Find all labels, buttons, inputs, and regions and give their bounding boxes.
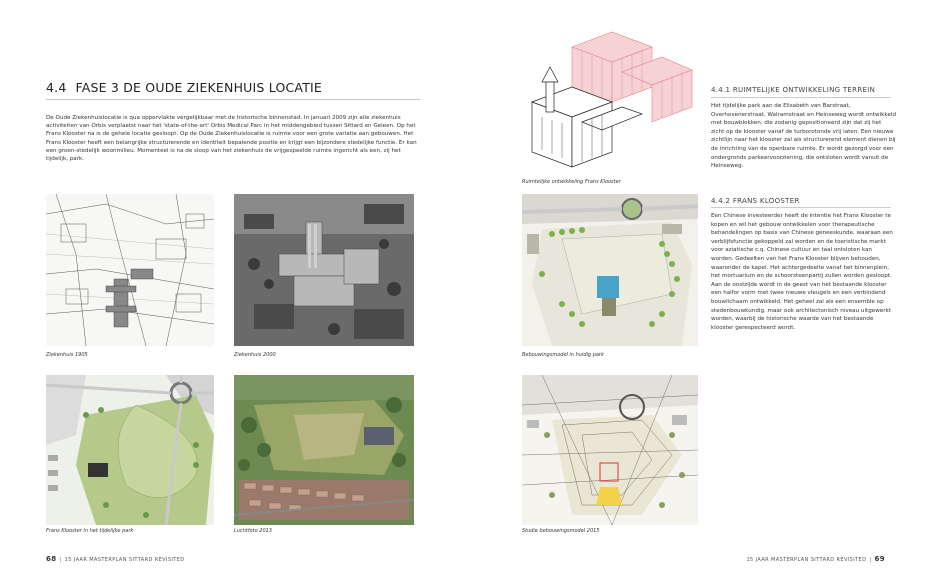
subsection-2-title: 4.4.2 FRANS KLOOSTER	[711, 197, 800, 205]
heading-rule	[46, 99, 420, 100]
section-number: 4.4	[46, 80, 67, 95]
footer-title-right: 15 JAAR MASTERPLAN SITTARD REVISITED	[746, 557, 867, 563]
caption-aerial-2013: Luchtfoto 2013	[234, 528, 272, 534]
footer-right	[746, 555, 885, 563]
caption-map-park: Frans Klooster in het tijdelijke park	[46, 528, 134, 534]
page-number-left: 68	[46, 555, 57, 563]
axonometric-drawing	[522, 22, 698, 174]
section-title: FASE 3 DE OUDE ZIEKENHUIS LOCATIE	[75, 80, 323, 95]
caption-plan-study-2015: Studie bebouwingsmodel 2015	[522, 528, 600, 534]
caption-aerial-2000: Ziekenhuis 2000	[234, 352, 276, 358]
aerial-photo-2013	[234, 375, 414, 525]
footer-separator: |	[869, 557, 872, 563]
section-heading	[46, 80, 322, 95]
map-park	[46, 375, 214, 525]
caption-map-1905: Ziekenhuis 1905	[46, 352, 88, 358]
map-1905	[46, 194, 214, 346]
right-page	[466, 0, 931, 586]
intro-paragraph: De Oude Ziekenhuislocatie is qua oppervlakte vergelijkbaar met de historische binnenstad. In januari 2009 zijn alle ziekenhuis activiteiten van Orbis verplaatst naar het 'state-of-the-art' Orbis Medical Parc in het middengebied tussen Sittard en Geleen. Op het Frans Klooster na is de gehele locatie gesloopt. Op de Oude Ziekenhuislocatie is ruimte voor een grote variatie aan gebouwen. Het Frans Klooster heeft een belangrijke structurerende en identiteit bepalende positie en krijgt een bijzondere stedelijke functie. Er kan een groen-stedelijk woonmilieu. Momenteel is na de sloop van het ziekenhuis de vrijgespeelde ruimte ingericht als een, zij het tijdelijk, park.	[46, 115, 417, 163]
subsection-2-rule	[711, 207, 891, 208]
footer-separator: |	[59, 557, 62, 563]
aerial-photo-2000	[234, 194, 414, 346]
subsection-1-text: Het tijdelijke park aan de Elisabeth van Barstraat, Overhovenerstraat, Walramstraat en Heinseweg wordt ontwikkeld met bouwblokken, die zodanig gepositioneerd zijn dat zij het zicht op de klooster vanaf de turborotonde vrij laten. Een nieuwe zichtlijn naar het klooster zal als structurerend element dienen bij de inrichting van de openbare ruimte. Er wordt gezorgd voor een ondergronds parkeervoorziening, die ontsloten wordt vanuit de Heinseweg.	[711, 103, 896, 170]
plan-study-2015	[522, 375, 698, 525]
footer-title-left: 15 JAAR MASTERPLAN SITTARD REVISITED	[64, 557, 185, 563]
plan-current-park	[522, 194, 698, 346]
subsection-1-title: 4.4.1 RUIMTELIJKE ONTWIKKELING TERREIN	[711, 86, 876, 94]
left-page	[0, 0, 465, 586]
subsection-2-text: Een Chinese investeerder heeft de intentie het Frans Klooster te kopen en wil het gebouw ontwikkelen voor therapeutische behandelingen op basis van Chinese geneeskunde, waaraan een verblijfsfunctie gekoppeld zal worden en de toeristische markt voor aziatische c.q. Chinese cultuur en taal ontsloten kan worden. Gedeelten van het Frans Klooster blijven behouden, waaronder de kapel. Het achtergedeelte vanaf het binnenplein, het mortuarium en de schoorsteenpartij zullen worden gesloopt. Aan de oostzijde wordt in de geest van het bestaande klooster een halfor vorm met twee nieuwe vleugels en een verbindend bouwlichaam ontwikkeld. Het geheel zal als een ensemble op stedenbouwkundig, maar ook architectonisch niveau uitgewerkt worden, waarbij de historische waarde van het bestaande klooster gerespecteerd wordt.	[711, 213, 893, 331]
subsection-1-rule	[711, 97, 891, 98]
footer-left	[46, 555, 185, 563]
page-number-right: 69	[874, 555, 885, 563]
caption-plan-current-park: Bebouwingsmodel in huidig park	[522, 352, 604, 358]
caption-axonometric: Ruimtelijke ontwikkeling Frans Klooster	[522, 179, 621, 185]
